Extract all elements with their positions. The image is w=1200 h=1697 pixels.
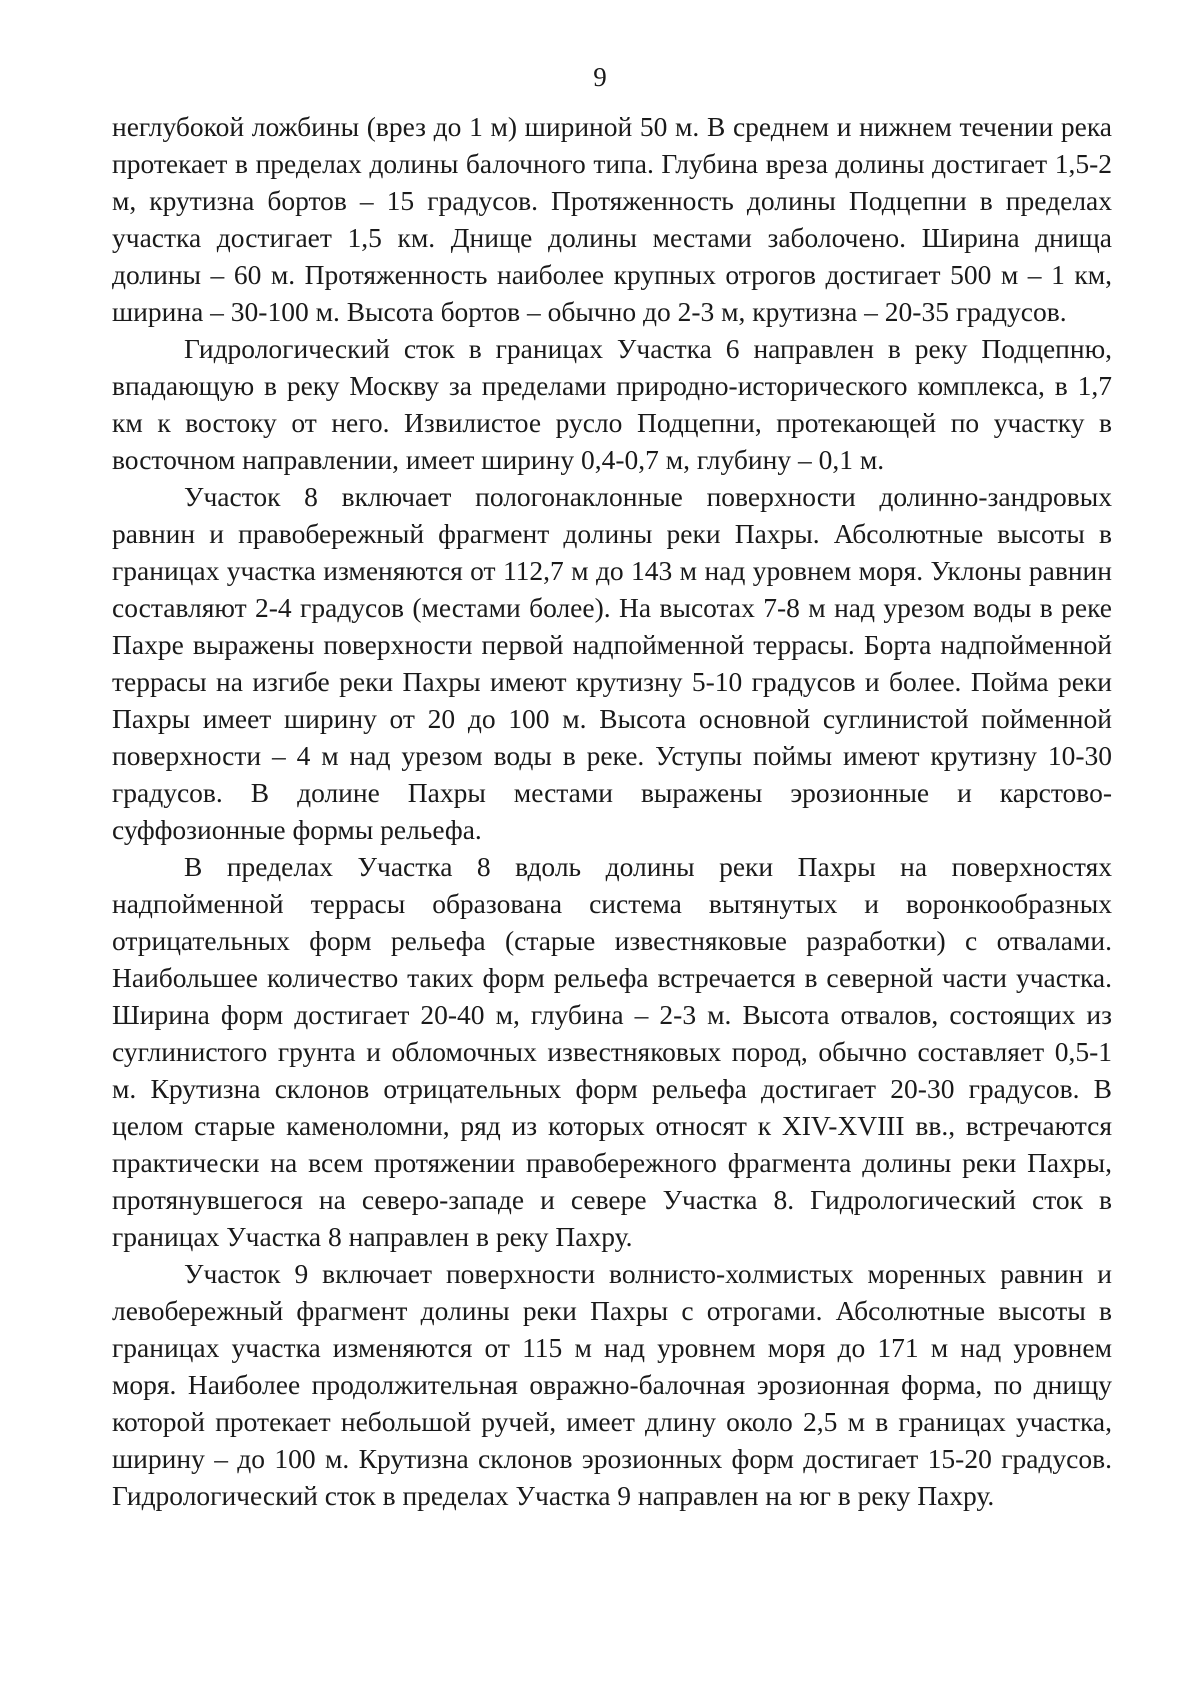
paragraph-hydrology-section-6: Гидрологический сток в границах Участка 6 направлен в реку Подцепню, впадающую в реку Москву за пределами природно-исторического комплекса, в 1,7 км к востоку от него. Извилистое русло Подцепни, протекающей по участку в восточном направлении, имеет ширину 0,4-0,7 м, глубину – 0,1 м. bbox=[112, 333, 1112, 475]
page-number: 9 bbox=[593, 62, 607, 92]
paragraph-section-8-quarries: В пределах Участка 8 вдоль долины реки Пахры на поверхностях надпойменной террасы образована система вытянутых и воронкообразных отрицательных форм рельефа (старые известняковые разработки) с отвалами. Наибольшее количество таких форм рельефа встречается в северной части участка. Ширина форм достигает 20-40 м, глубина – 2-3 м. Высота отвалов, состоящих из суглинистого грунта и обломочных известняковых пород, обычно составляет 0,5-1 м. Крутизна склонов отрицательных форм рельефа достигает 20-30 градусов. В целом старые каменоломни, ряд из которых относят к XIV-XVIII вв., встречаются практически на всем протяжении правобережного фрагмента долины реки Пахры, протянувшегося на северо-западе и севере Участка 8. Гидрологический сток в границах Участка 8 направлен в реку Пахру. bbox=[112, 851, 1112, 1252]
paragraph-section-8-description: Участок 8 включает пологонаклонные поверхности долинно-зандровых равнин и правобережный фрагмент долины реки Пахры. Абсолютные высоты в границах участка изменяются от 112,7 м до 143 м над уровнем моря. Уклоны равнин составляют 2-4 градусов (местами более). На высотах 7-8 м над урезом воды в реке Пахре выражены поверхности первой надпойменной террасы. Борта надпойменной террасы на изгибе реки Пахры имеют крутизну 5-10 градусов и более. Пойма реки Пахры имеет ширину от 20 до 100 м. Высота основной суглинистой пойменной поверхности – 4 м над урезом воды в реке. Уступы поймы имеют крутизну 10-30 градусов. В долине Пахры местами выражены эрозионные и карстово-суффозионные формы рельефа. bbox=[112, 481, 1112, 845]
paragraph-section-9-description: Участок 9 включает поверхности волнисто-холмистых моренных равнин и левобережный фрагмент долины реки Пахры с отрогами. Абсолютные высоты в границах участка изменяются от 115 м над уровнем моря до 171 м над уровнем моря. Наиболее продолжительная овражно-балочная эрозионная форма, по днищу которой протекает небольшой ручей, имеет длину около 2,5 м в границах участка, ширину – до 100 м. Крутизна склонов эрозионных форм достигает 15-20 градусов. Гидрологический сток в пределах Участка 9 направлен на юг в реку Пахру. bbox=[112, 1258, 1112, 1511]
paragraph-continuation: неглубокой ложбины (врез до 1 м) шириной 50 м. В среднем и нижнем течении река протекает в пределах долины балочного типа. Глубина вреза долины достигает 1,5-2 м, крутизна бортов – 15 градусов. Протяженность долины Подцепни в пределах участка достигает 1,5 км. Днище долины местами заболочено. Ширина днища долины – 60 м. Протяженность наиболее крупных отрогов достигает 500 м – 1 км, ширина – 30-100 м. Высота бортов – обычно до 2-3 м, крутизна – 20-35 градусов. bbox=[112, 111, 1112, 327]
document-body bbox=[112, 108, 1112, 1514]
